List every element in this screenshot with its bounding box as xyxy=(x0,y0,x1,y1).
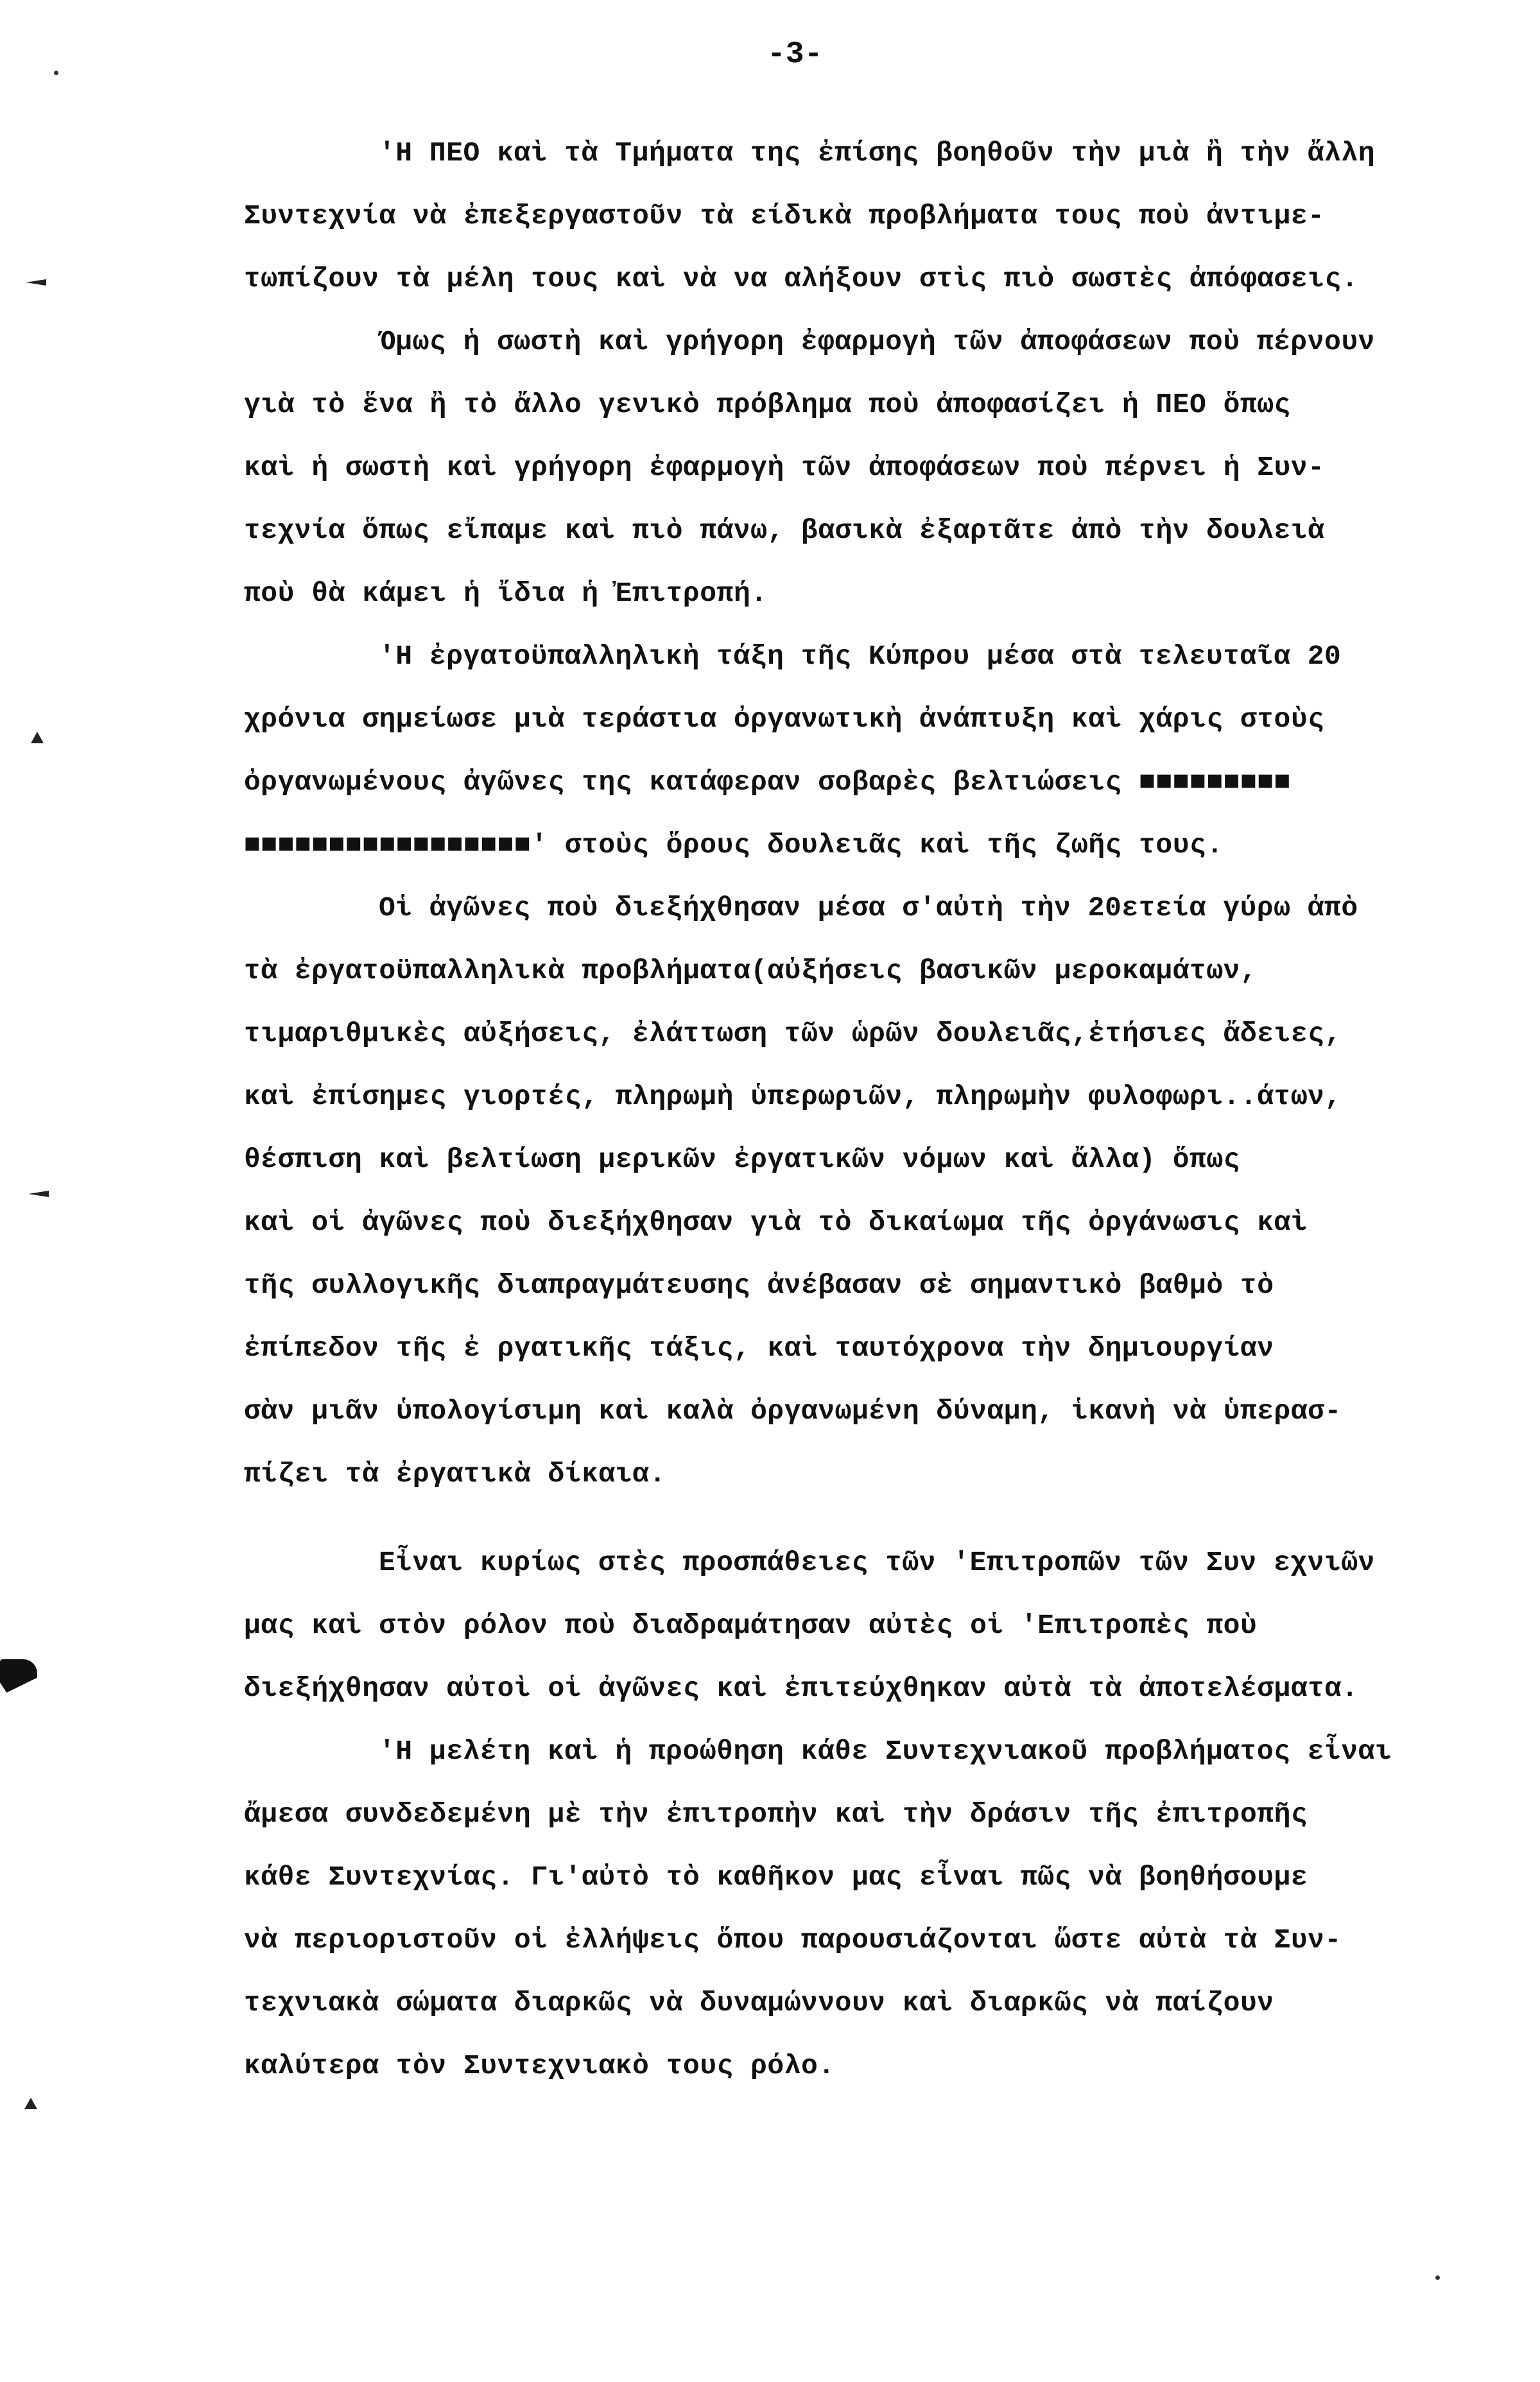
text-line: τεχνία ὅπως εἴπαμε καὶ πιὸ πάνω, βασικὰ ἐξαρτᾶτε ἀπὸ τὴν δουλειὰ xyxy=(244,515,1325,546)
text-line: νὰ περιοριστοῦν οἱ ἐλλήψεις ὅπου παρουσιάζονται ὥστε αὐτὰ τὰ Συν- xyxy=(244,1924,1342,1956)
text-line: ἐπίπεδον τῆς ἐ ργατικῆς τάξις, καὶ ταυτόχρονα τὴν δημιουργίαν xyxy=(244,1333,1274,1364)
text-line: Εἶναι κυρίως στὲς προσπάθειες τῶν 'Επιτροπῶν τῶν Συν εχνιῶν xyxy=(379,1547,1375,1578)
text-line: 'Η ἐργατοϋπαλληλικὴ τάξη τῆς Κύπρου μέσα στὰ τελευταῖα 20 xyxy=(379,641,1342,672)
text-line: πίζει τὰ ἐργατικὰ δίκαια. xyxy=(244,1458,666,1490)
text-line: γιὰ τὸ ἕνα ἢ τὸ ἄλλο γενικὸ πρόβλημα ποὺ ἀποφασίζει ἡ ΠΕΟ ὅπως xyxy=(244,389,1291,420)
text-line: διεξήχθησαν αὐτοὶ οἱ ἀγῶνες καὶ ἐπιτεύχθηκαν αὐτὰ τὰ ἀποτελέσματα. xyxy=(244,1673,1359,1704)
text-line: ἄμεσα συνδεδεμένη μὲ τὴν ἐπιτροπὴν καὶ τὴν δράσιν τῆς ἐπιτροπῆς xyxy=(244,1799,1308,1830)
paragraph-2 xyxy=(244,311,1509,625)
text-line: θέσπιση καὶ βελτίωση μερικῶν ἐργατικῶν νόμων καὶ ἄλλα) ὅπως xyxy=(244,1144,1240,1175)
text-line: καὶ ἐπίσημες γιορτές, πληρωμὴ ὑπερωριῶν, πληρωμὴν φυλοφωρι..άτων, xyxy=(244,1081,1342,1112)
paragraph-4 xyxy=(244,877,1509,1506)
margin-arrow-mark xyxy=(24,2098,37,2109)
text-line: ὀργανωμένους ἀγῶνες της κατάφεραν σοβαρὲς βελτιώσεις ■■■■■■■■■ xyxy=(244,766,1291,798)
text-line: τεχνιακὰ σώματα διαρκῶς νὰ δυναμώννουν καὶ διαρκῶς νὰ παίζουν xyxy=(244,1987,1274,2019)
margin-arrow-mark xyxy=(28,1191,49,1197)
text-line: τωπίζουν τὰ μέλη τους καὶ νὰ να αλήξουν στὶς πιὸ σωστὲς ἀπόφασεις. xyxy=(244,263,1359,295)
text-line: καὶ ἡ σωστὴ καὶ γρήγορη ἐφαρμογὴ τῶν ἀποφάσεων ποὺ πέρνει ἡ Συν- xyxy=(244,452,1325,483)
text-line: ■■■■■■■■■■■■■■■■■' στοὺς ὅρους δουλειᾶς καὶ τῆς ζωῆς τους. xyxy=(244,829,1224,861)
text-line: 'Η μελέτη καὶ ἡ προώθηση κάθε Συντεχνιακοῦ προβλήματος εἶναι xyxy=(379,1736,1392,1767)
text-line: Όμως ἡ σωστὴ καὶ γρήγορη ἐφαρμογὴ τῶν ἀποφάσεων ποὺ πέρνουν xyxy=(379,326,1375,358)
text-line: καὶ οἱ ἀγῶνες ποὺ διεξήχθησαν γιὰ τὸ δικαίωμα τῆς ὀργάνωσις καὶ xyxy=(244,1207,1308,1238)
margin-arrow-mark xyxy=(31,732,44,743)
text-line: χρόνια σημείωσε μιὰ τεράστια ὀργανωτικὴ ἀνάπτυξη καὶ χάρις στοὺς xyxy=(244,703,1325,735)
text-line: ποὺ θὰ κάμει ἡ ἴδια ἡ Ἐπιτροπή. xyxy=(244,578,768,609)
document-body xyxy=(244,122,1509,2098)
text-line: τιμαριθμικὲς αὐξήσεις, ἐλάττωση τῶν ὡρῶν δουλειᾶς,ἐτήσιες ἄδειες, xyxy=(244,1018,1342,1049)
text-line: σὰν μιᾶν ὑπολογίσιμη καὶ καλὰ ὀργανωμένη δύναμη, ἱκανὴ νὰ ὑπερασ- xyxy=(244,1395,1342,1427)
margin-arrow-mark xyxy=(26,279,46,286)
margin-ink-mark xyxy=(0,1659,37,1693)
paragraph-6 xyxy=(244,1720,1509,2098)
text-line: Οἱ ἀγῶνες ποὺ διεξήχθησαν μέσα σ'αὐτὴ τὴν 20ετεία γύρω ἀπὸ xyxy=(379,892,1358,924)
text-line: Συντεχνία νὰ ἐπεξεργαστοῦν τὰ είδικὰ προβλήματα τους ποὺ ἀντιμε- xyxy=(244,200,1325,232)
text-line: κάθε Συντεχνίας. Γι'αὐτὸ τὸ καθῆκον μας εἶναι πῶς νὰ βοηθήσουμε xyxy=(244,1861,1308,1893)
page-number: -3- xyxy=(767,37,823,72)
text-line: μας καὶ στὸν ρόλον ποὺ διαδραμάτησαν αὐτὲς οἱ 'Επιτροπὲς ποὺ xyxy=(244,1610,1258,1641)
paragraph-1 xyxy=(244,122,1509,311)
text-line: καλύτερα τὸν Συντεχνιακὸ τους ρόλο. xyxy=(244,2050,835,2082)
text-line: 'Η ΠΕΟ καὶ τὰ Τμήματα της ἐπίσης βοηθοῦν τὴν μιὰ ἢ τὴν ἄλλη xyxy=(379,137,1375,169)
ink-dot xyxy=(54,71,58,75)
text-line: τῆς συλλογικῆς διαπραγμάτευσης ἀνέβασαν σὲ σημαντικὸ βαθμὸ τὸ xyxy=(244,1270,1274,1301)
paragraph-3 xyxy=(244,625,1509,877)
ink-dot xyxy=(1435,2275,1440,2280)
text-line: τὰ ἐργατοϋπαλληλικὰ προβλήματα(αὐξήσεις βασικῶν μεροκαμάτων, xyxy=(244,955,1258,987)
paragraph-5 xyxy=(244,1532,1509,1720)
